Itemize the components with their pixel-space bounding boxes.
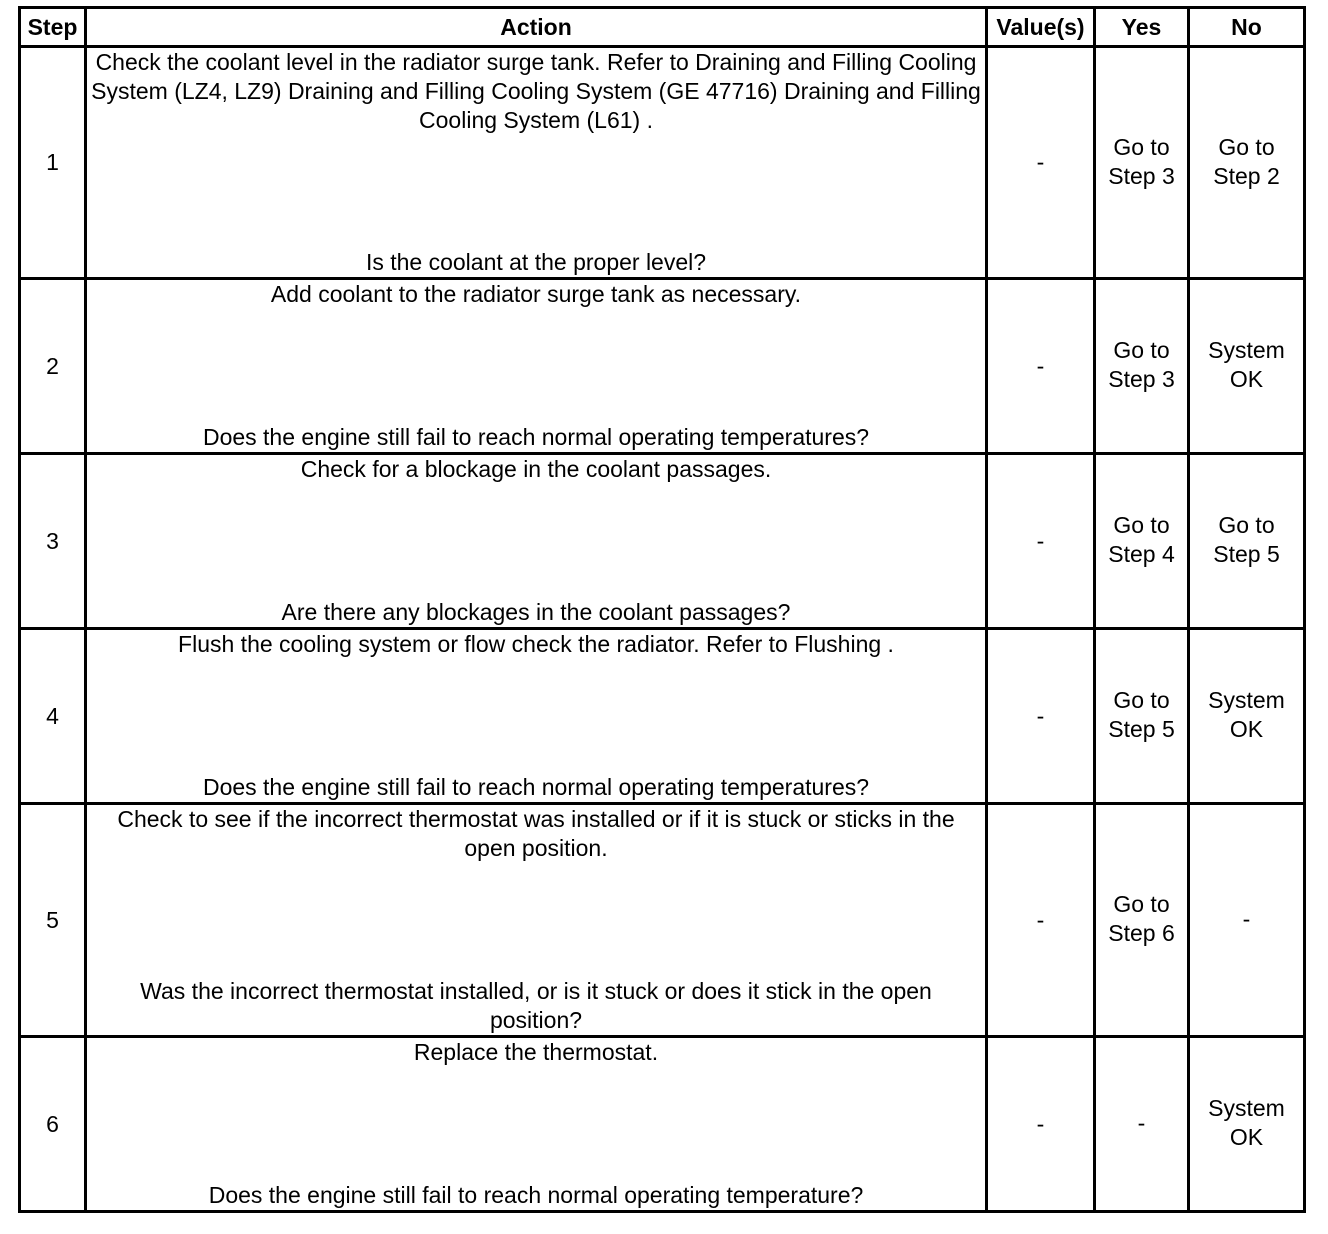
value-cell: -: [987, 47, 1095, 279]
action-text: Check the coolant level in the radiator surge tank. Refer to Draining and Filling Cooling System (LZ4, LZ9) Draining and Filling Cooling System (GE 47716) Draining and Filling Cooling System (L61) .: [91, 49, 981, 133]
yes-cell: [1095, 47, 1189, 279]
table-row: [20, 629, 1305, 804]
header-action: Action: [86, 8, 987, 47]
action-cell: [86, 629, 987, 804]
header-yes: Yes: [1095, 8, 1189, 47]
no-text: Go to Step 5: [1213, 512, 1280, 567]
action-text: Flush the cooling system or flow check the radiator. Refer to Flushing .: [178, 631, 894, 657]
value-cell: -: [987, 804, 1095, 1037]
step-number: 1: [20, 47, 86, 279]
yes-cell: [1095, 1037, 1189, 1212]
question-text: Does the engine still fail to reach normal operating temperatures?: [202, 424, 870, 450]
table-row: [20, 1037, 1305, 1212]
action-cell: [86, 1037, 987, 1212]
step-number: 5: [20, 804, 86, 1037]
table-row: [20, 454, 1305, 629]
step-number: 2: [20, 279, 86, 454]
step-number: 6: [20, 1037, 86, 1212]
no-text: System OK: [1208, 1095, 1285, 1150]
question-text: Is the coolant at the proper level?: [365, 249, 707, 275]
action-cell: [86, 804, 987, 1037]
header-no: No: [1189, 8, 1305, 47]
step-number: 3: [20, 454, 86, 629]
no-text: System OK: [1208, 687, 1285, 742]
value-cell: -: [987, 629, 1095, 804]
no-text: -: [1242, 905, 1251, 932]
yes-cell: [1095, 804, 1189, 1037]
no-cell: [1189, 279, 1305, 454]
step-number: 4: [20, 629, 86, 804]
question-text: Are there any blockages in the coolant passages?: [281, 599, 791, 625]
no-cell: [1189, 47, 1305, 279]
table-row: [20, 47, 1305, 279]
yes-text: Go to Step 4: [1108, 512, 1175, 567]
action-cell: [86, 454, 987, 629]
header-step: Step: [20, 8, 86, 47]
yes-text: Go to Step 5: [1108, 687, 1175, 742]
header-values: Value(s): [987, 8, 1095, 47]
action-cell: [86, 279, 987, 454]
no-cell: [1189, 629, 1305, 804]
action-text: Check for a blockage in the coolant passages.: [300, 456, 772, 482]
value-cell: -: [987, 454, 1095, 629]
no-text: Go to Step 2: [1213, 133, 1280, 189]
action-text: Add coolant to the radiator surge tank as necessary.: [270, 281, 802, 307]
action-text: Replace the thermostat.: [413, 1039, 659, 1065]
diagnostic-table: [18, 6, 1306, 1213]
no-cell: [1189, 1037, 1305, 1212]
value-cell: -: [987, 279, 1095, 454]
question-text: Does the engine still fail to reach normal operating temperatures?: [202, 774, 870, 800]
header-row: [20, 8, 1305, 47]
action-text: Check to see if the incorrect thermostat was installed or if it is stuck or sticks in the open position.: [117, 806, 955, 861]
table-row: [20, 279, 1305, 454]
yes-text: Go to Step 6: [1108, 891, 1175, 946]
yes-cell: [1095, 629, 1189, 804]
table-row: [20, 804, 1305, 1037]
question-text: Does the engine still fail to reach normal operating temperature?: [208, 1182, 864, 1208]
no-cell: [1189, 804, 1305, 1037]
no-text: System OK: [1208, 337, 1285, 392]
action-cell: [86, 47, 987, 279]
value-cell: -: [987, 1037, 1095, 1212]
yes-text: -: [1137, 1109, 1146, 1136]
no-cell: [1189, 454, 1305, 629]
yes-cell: [1095, 454, 1189, 629]
yes-cell: [1095, 279, 1189, 454]
yes-text: Go to Step 3: [1108, 337, 1175, 392]
question-text: Was the incorrect thermostat installed, or is it stuck or does it stick in the open position?: [140, 978, 932, 1033]
yes-text: Go to Step 3: [1108, 133, 1175, 189]
